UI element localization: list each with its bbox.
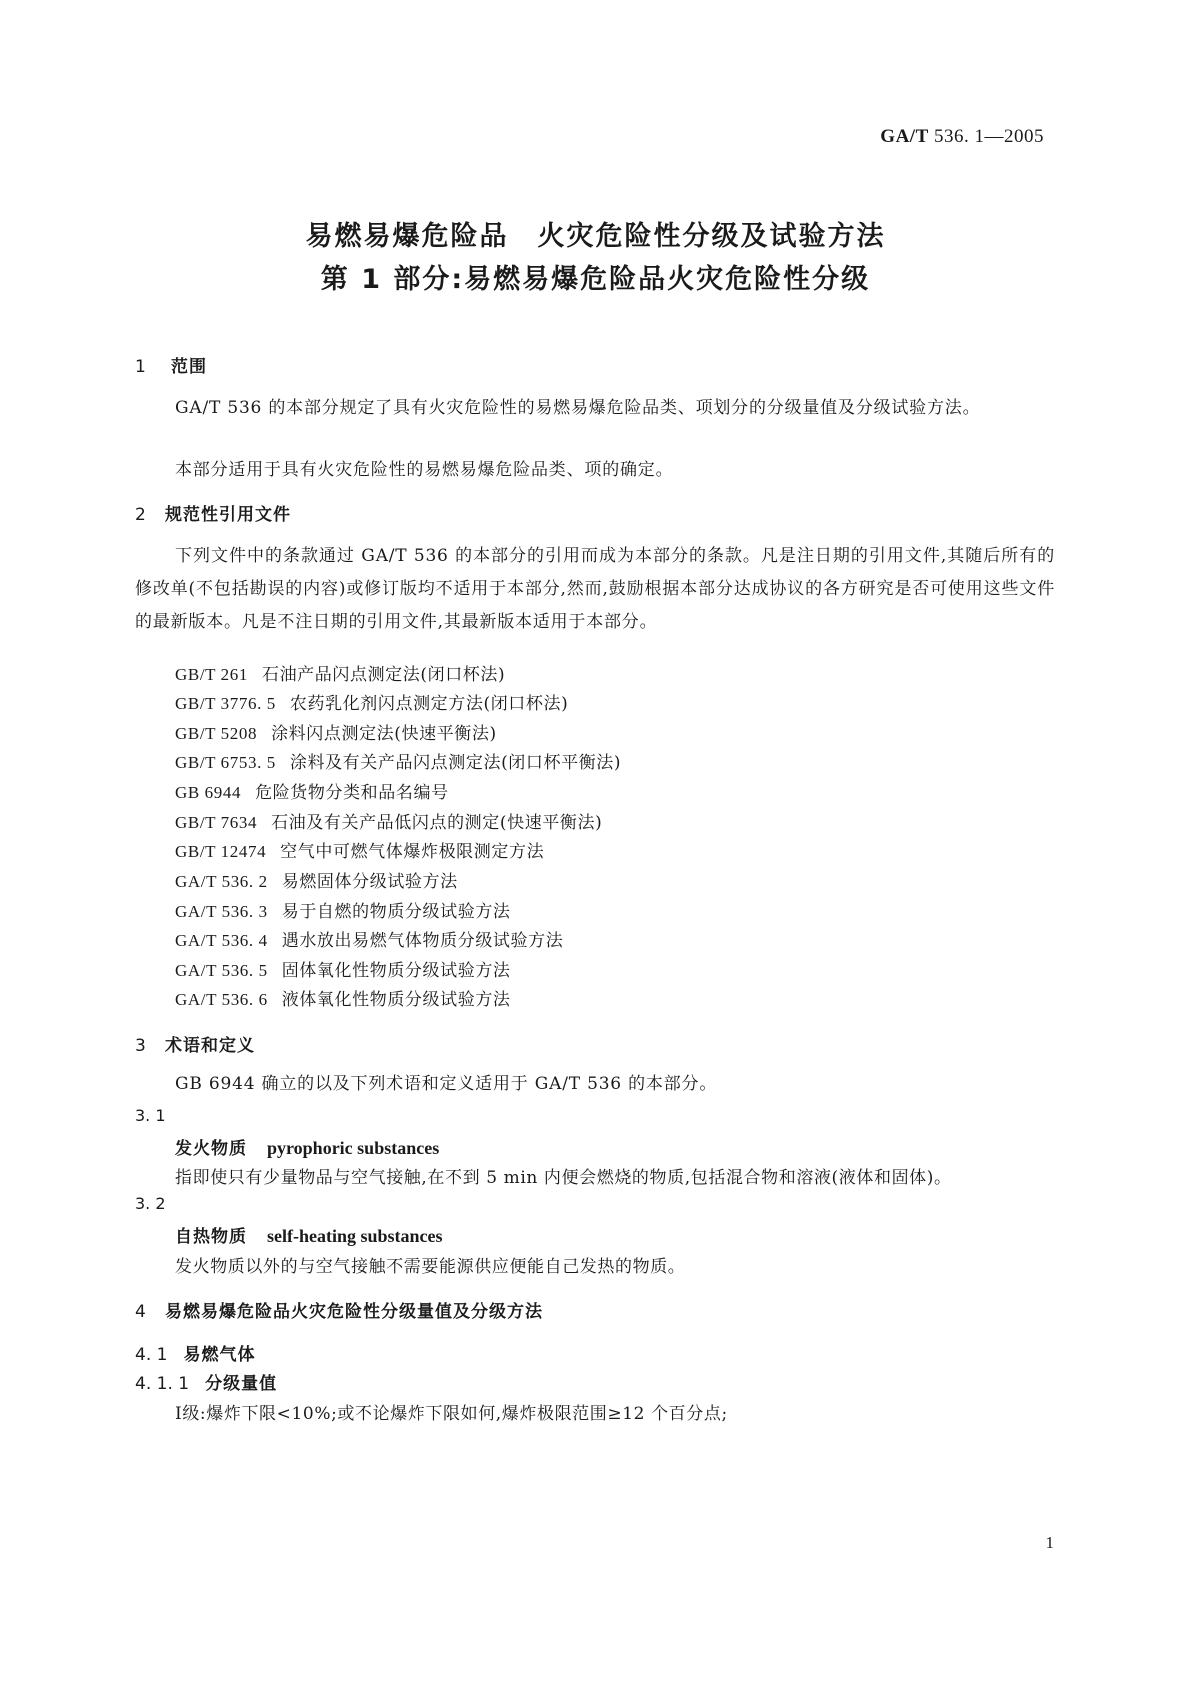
reference-item: GA/T 536. 3 易于自燃的物质分级试验方法 bbox=[175, 902, 511, 922]
standard-code: GA/T 536. 1—2005 bbox=[880, 126, 1044, 147]
term-heading: 发火物质 pyrophoric substances bbox=[175, 1138, 440, 1159]
section-3-paragraph: GB 6944 确立的以及下列术语和定义适用于 GA/T 536 的本部分。 bbox=[175, 1074, 718, 1094]
term-definition: 指即使只有少量物品与空气接触,在不到 5 min 内便会燃烧的物质,包括混合物和溶液(液体和固体)。 bbox=[175, 1168, 952, 1188]
section-4-heading: 4 易燃易爆危险品火灾危险性分级量值及分级方法 bbox=[135, 1302, 543, 1322]
grade-criterion: Ⅰ级:爆炸下限<10%;或不论爆炸下限如何,爆炸极限范围≥12 个百分点; bbox=[175, 1404, 728, 1424]
section-3-heading: 3 术语和定义 bbox=[135, 1036, 255, 1056]
section-2-paragraph: 下列文件中的条款通过 GA/T 536 的本部分的引用而成为本部分的条款。凡是注日期的引用文件,其随后所有的修改单(不包括勘误的内容)或修订版均不适用于本部分,然而,鼓励根据本部分达成协议的各方研究是否可使用这些文件的最新版本。凡是不注日期的引用文件,其最新版本适用于本部分。 bbox=[135, 546, 1055, 632]
section-1-heading: 1 范围 bbox=[135, 357, 207, 377]
reference-item: GB/T 12474 空气中可燃气体爆炸极限测定方法 bbox=[175, 842, 545, 862]
reference-item: GA/T 536. 5 固体氧化性物质分级试验方法 bbox=[175, 961, 511, 981]
reference-item: GB/T 3776. 5 农药乳化剂闪点测定方法(闭口杯法) bbox=[175, 694, 569, 714]
definition-number: 3. 1 bbox=[135, 1106, 166, 1125]
reference-item: GB/T 5208 涂料闪点测定法(快速平衡法) bbox=[175, 724, 497, 744]
title-line-2: 第 1 部分:易燃易爆危险品火灾危险性分级 bbox=[320, 264, 871, 295]
definition-number: 3. 2 bbox=[135, 1194, 166, 1213]
reference-item: GB/T 261 石油产品闪点测定法(闭口杯法) bbox=[175, 665, 506, 685]
term-heading: 自热物质 self-heating substances bbox=[175, 1226, 443, 1247]
subsection-4-1-1-heading: 4. 1. 1 分级量值 bbox=[135, 1374, 278, 1394]
reference-item: GB 6944 危险货物分类和品名编号 bbox=[175, 783, 449, 803]
reference-item: GA/T 536. 6 液体氧化性物质分级试验方法 bbox=[175, 990, 511, 1010]
section-2-heading: 2 规范性引用文件 bbox=[135, 505, 291, 525]
reference-item: GB/T 6753. 5 涂料及有关产品闪点测定法(闭口杯平衡法) bbox=[175, 753, 622, 773]
section-1-paragraph-2: 本部分适用于具有火灾危险性的易燃易爆危险品类、项的确定。 bbox=[175, 460, 674, 480]
reference-item: GA/T 536. 2 易燃固体分级试验方法 bbox=[175, 872, 458, 892]
reference-item: GB/T 7634 石油及有关产品低闪点的测定(快速平衡法) bbox=[175, 813, 603, 833]
subsection-4-1-heading: 4. 1 易燃气体 bbox=[135, 1345, 256, 1365]
term-definition: 发火物质以外的与空气接触不需要能源供应便能自己发热的物质。 bbox=[175, 1257, 686, 1277]
title-line-1: 易燃易爆危险品 火灾危险性分级及试验方法 bbox=[305, 221, 886, 252]
page-number: 1 bbox=[1045, 1533, 1054, 1552]
reference-item: GA/T 536. 4 遇水放出易燃气体物质分级试验方法 bbox=[175, 931, 564, 951]
section-1-paragraph-1: GA/T 536 的本部分规定了具有火灾危险性的易燃易爆危险品类、项划分的分级量值及分级试验方法。 bbox=[175, 398, 981, 418]
